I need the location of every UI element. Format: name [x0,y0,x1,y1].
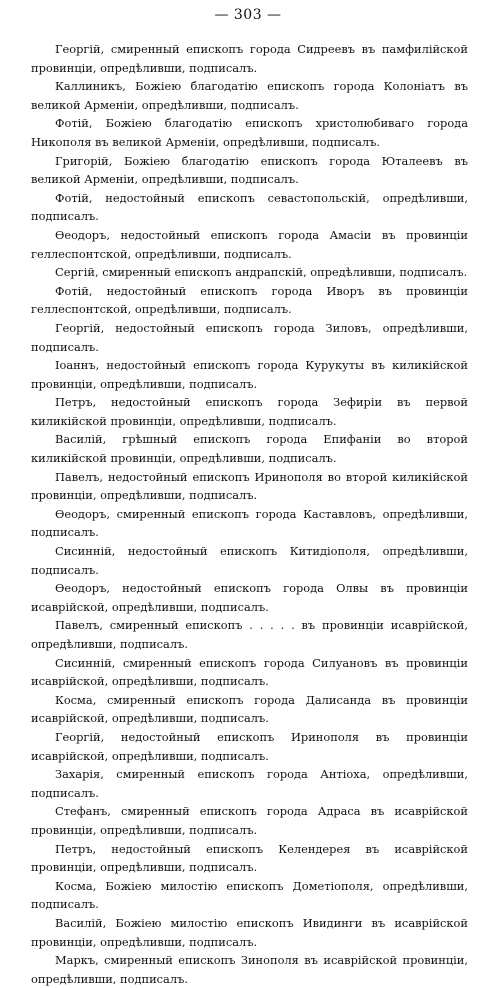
page-number: — 303 — [214,7,282,23]
paragraph: Георгій, недостойный епископъ Иринополя въ провинціи исаврійской, опредѣливши, подписалъ. [31,729,468,763]
paragraph: Василій, грѣшный епископъ города Епифаніи во второй киликійской провинціи, опредѣливши, подписалъ. [31,432,468,466]
paragraph: Фотій, недостойный епископъ севастопольскій, опредѣливши, подписалъ. [31,190,468,224]
paragraph: Петръ, недостойный епископъ города Зефиріи въ первой киликійской провинціи, опредѣливши, подписалъ. [31,395,468,428]
paragraph: Павелъ, смиренный епископъ . . . . . въ провинціи исаврійской, опредѣливши, подписалъ. [31,618,468,651]
paragraph: Петръ, недостойный епископъ Келендерея въ исаврійской провинціи, опредѣливши, подписалъ. [31,841,468,875]
paragraph: Сисинній, смиренный епископъ города Силуановъ въ провинціи исаврійской, опредѣливши, подписалъ. [31,655,468,689]
paragraph: Іоаннъ, недостойный епископъ города Курукуты въ киликійской провинціи, опредѣливши, подписалъ. [31,358,468,391]
paragraph: Стефанъ, смиренный епископъ города Адраса въ исаврійской провинціи, опредѣливши, подписалъ. [31,804,468,837]
paragraph: Павелъ, недостойный епископъ Иринополя во второй киликійской провинціи, опредѣливши, подписалъ. [31,469,468,503]
paragraph: Косма, смиренный епископъ города Далисанда въ провинціи исаврійской, опредѣливши, подписалъ. [31,692,468,726]
paragraph: Ѳеодоръ, недостойный епископъ города Амасіи въ провинціи геллеспонтской, опредѣливши, подписалъ. [31,227,468,261]
paragraph: Фотій, Божіею благодатію епископъ христолюбиваго города Никополя въ великой Арменіи, опредѣливши, подписалъ. [31,116,468,149]
paragraph: Фотій, недостойный епископъ города Иворъ въ провинціи геллеспонтской, опредѣливши, подписалъ. [31,283,468,317]
paragraph: Сергій, смиренный епископъ андрапскій, опредѣливши, подписалъ. [55,265,468,280]
paragraph: Георгій, недостойный епископъ города Зиловъ, опредѣливши, подписалъ. [31,320,468,354]
paragraph: Ѳеодоръ, смиренный епископъ города Каставловъ, опредѣливши, подписалъ. [31,506,468,540]
paragraph: Василій, Божіею милостію епископъ Ивидинги въ исаврійской провинціи, опредѣливши, подписалъ. [31,915,468,949]
paragraph: Маркъ, смиренный епископъ Зинополя въ исаврійской провинціи, опредѣливши, подписалъ. [31,953,468,986]
paragraph: Захарія, смиренный епископъ города Антіоха, опредѣливши, подписалъ. [31,767,468,800]
body-text [31,40,468,988]
paragraph: Георгій, смиренный епископъ города Сидреевъ въ памфилійской провинціи, опредѣливши, подписалъ. [31,42,468,75]
paragraph: Григорій, Божіею благодатію епископъ города Юталеевъ въ великой Арменіи, опредѣливши, подписалъ. [31,153,468,187]
paragraph: Ѳеодоръ, недостойный епископъ города Олвы въ провинціи исаврійской, опредѣливши, подписалъ. [31,581,468,614]
paragraph: Каллиникъ, Божіею благодатію епископъ города Колоніатъ въ великой Арменіи, опредѣливши, подписалъ. [31,79,468,112]
paragraph: Сисинній, недостойный епископъ Китидіополя, опредѣливши, подписалъ. [31,544,468,577]
paragraph: Косма, Божіею милостію епископъ Дометіополя, опредѣливши, подписалъ. [31,878,468,912]
